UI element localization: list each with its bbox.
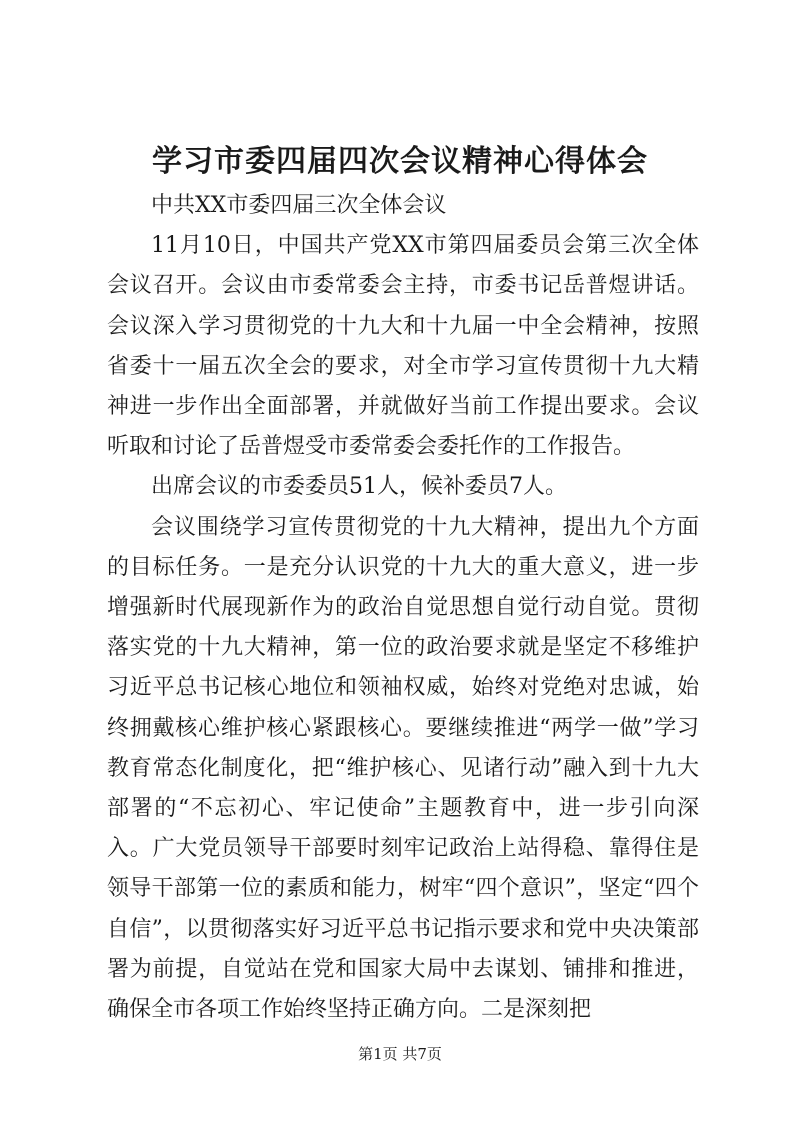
page-title: 学习市委四届四次会议精神心得体会: [152, 144, 648, 179]
paragraph-subtitle: 中共XX市委四届三次全体会议: [151, 193, 447, 218]
document-body: [107, 186, 699, 1030]
page-number-footer: 第1页 共7页: [358, 1045, 442, 1063]
paragraph: 11月10日，中国共产党XX市第四届委员会第三次全体会议召开。会议由市委常委会主持，市委书记岳普煜讲话。会议深入学习贯彻党的十九大和十九届一中全会精神，按照省委十一届五次全会的要求，对全市学习宣传贯彻十九大精神进一步作出全面部署，并就做好当前工作提出要求。会议听取和讨论了岳普煜受市委常委会委托作的工作报告。: [107, 233, 699, 460]
paragraph: 会议围绕学习宣传贯彻党的十九大精神，提出九个方面的目标任务。一是充分认识党的十九大的重大意义，进一步增强新时代展现新作为的政治自觉思想自觉行动自觉。贯彻落实党的十九大精神，第一位的政治要求就是坚定不移维护习近平总书记核心地位和领袖权威，始终对党绝对忠诚，始终拥戴核心维护核心紧跟核心。要继续推进“两学一做”学习教育常态化制度化，把“维护核心、见诸行动”融入到十九大部署的“不忘初心、牢记使命”主题教育中，进一步引向深入。广大党员领导干部要时刻牢记政治上站得稳、靠得住是领导干部第一位的素质和能力，树牢“四个意识”，坚定“四个自信”，以贯彻落实好习近平总书记指示要求和党中央决策部署为前提，自觉站在党和国家大局中去谋划、铺排和推进，确保全市各项工作始终坚持正确方向。二是深刻把: [107, 514, 699, 1023]
paragraph: 出席会议的市委委员51人，候补委员7人。: [151, 474, 567, 500]
